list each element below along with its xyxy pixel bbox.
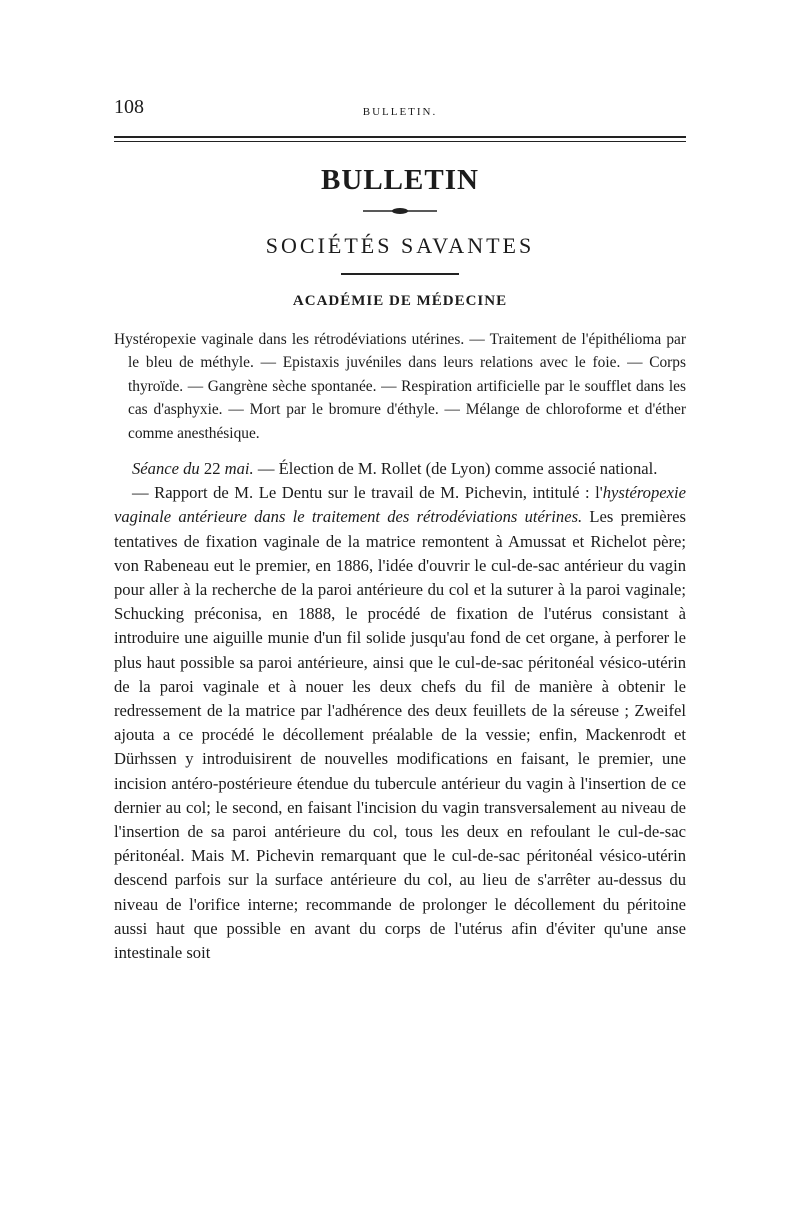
seance-month: mai. <box>224 459 254 479</box>
header-double-rule <box>114 136 686 142</box>
subsection-title: ACADÉMIE DE MÉDECINE <box>292 293 508 309</box>
paragraph-seance <box>114 457 686 481</box>
ornament-divider <box>114 207 686 215</box>
paragraph-rapport <box>114 481 686 965</box>
summary-abstract: Hystéropexie vaginale dans les rétrodéviations utérines. — Traitement de l'épithélioma par le bleu de méthyle. — Epistaxis juvéniles dans leurs relations avec le foie. — Corps thyroïde. — Gangrène sèche spontanée. — Respiration artificielle par le soufflet dans les cas d'asphyxie. — Mort par le bromure d'éthyle. — Mélange de chloroforme et d'éther comme anesthésique. <box>114 331 686 442</box>
section-rule <box>341 273 459 275</box>
ornament-icon <box>363 207 437 215</box>
seance-label: Séance du <box>132 459 200 479</box>
rapport-title: hystéropexie vaginale antérieure dans le traitement des rétrodéviations utérines. <box>114 483 686 527</box>
seance-text: — Élection de M. Rollet (de Lyon) comme associé national. <box>257 459 658 479</box>
running-title: BULLETIN. <box>362 106 438 118</box>
section-title: SOCIÉTÉS SAVANTES <box>265 233 535 258</box>
rapport-intro: — Rapport de M. Le Dentu sur le travail de M. Pichevin, intitulé : l' <box>132 483 603 503</box>
running-head <box>114 92 686 122</box>
page-number: 108 <box>114 96 144 118</box>
page <box>114 92 686 965</box>
rapport-text: Les premières tentatives de fixation vaginale de la matrice remontent à Amussat et Richelot père; von Rabeneau eut le premier, en 1886, l'idée d'ouvrir le cul-de-sac antérieur du vagin pour aller à la recherche de la paroi antérieure du col et la suturer à la paroi vaginale; Schucking préconisa, en 1888, le procédé de fixation de l'utérus consistant à introduire une aiguille munie d'un fil solide jusqu'au fond de cet organe, à perforer le plus haut possible sa paroi antérieure, ainsi que le cul-de-sac péritonéal vésico-utérin de la paroi vaginale et à nouer les deux chefs du fil de manière à obtenir le redressement de la matrice par l'adhérence des deux feuillets de la séreuse ; Zweifel ajouta a ce procédé le décollement préalable de la vessie; enfin, Mackenrodt et Dürhssen y introduisirent de nouvelles modifications en faisant, le premier, une incision antéro-postérieure étendue du tubercule antérieur du vagin à l'insertion de ce dernier au col; le second, en faisant l'incision du vagin transversalement au niveau de l'insertion de sa paroi antérieure du col, tous les deux en refoulant le cul-de-sac péritonéal. Mais M. Pichevin remarquant que le cul-de-sac péritonéal vésico-utérin descend parfois sur la surface antérieure du col, au lieu de s'arrêter au-dessus du niveau de l'orifice interne; recommande de prolonger le décollement du péritoine aussi haut que possible en avant du corps de l'utérus afin d'éviter qu'une anse intestinale soit <box>114 507 686 963</box>
body-text <box>114 457 686 965</box>
main-title: BULLETIN <box>321 164 479 196</box>
seance-date: 22 <box>203 459 221 479</box>
